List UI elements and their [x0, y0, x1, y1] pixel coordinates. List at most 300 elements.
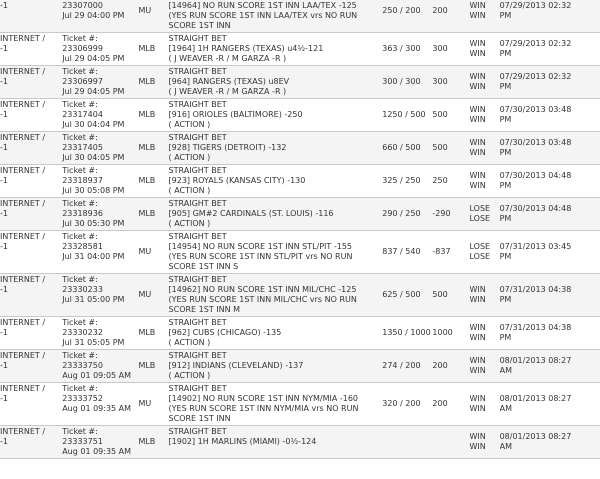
risk-win-amount: 1350 / 1000 — [382, 328, 431, 337]
result-amount: -290 — [432, 209, 451, 218]
bet-description-line: (YES RUN SCORE 1ST INN STL/PIT vrs NO RUN — [168, 252, 353, 261]
ticket-cell — [60, 165, 138, 198]
settled-date-line: 07/30/2013 04:48 — [499, 171, 572, 180]
settled-date-line: PM — [499, 82, 512, 91]
source-cell — [0, 426, 60, 459]
bet-description-line: ( ACTION ) — [168, 153, 211, 162]
ticket-line: Ticket #: — [62, 133, 98, 142]
ticket-line: Jul 31 04:00 PM — [62, 252, 125, 261]
source-line: INTERNET / — [0, 351, 46, 360]
settled-date-cell — [500, 99, 600, 132]
outcome-cell — [470, 350, 500, 383]
result-amount-cell — [432, 383, 469, 426]
settled-date-line: PM — [499, 181, 512, 190]
bet-description-line: (YES RUN SCORE 1ST INN NYM/MIA vrs NO RUN — [168, 404, 359, 413]
outcome-label: WIN — [469, 1, 486, 10]
risk-win-cell — [382, 99, 432, 132]
outcome-label: WIN — [469, 49, 486, 58]
bet-description-line: [923] ROYALS (KANSAS CITY) -130 — [168, 176, 306, 185]
ticket-line: Ticket #: — [62, 166, 98, 175]
table-row[interactable] — [0, 0, 600, 33]
risk-win-amount: 660 / 500 — [382, 143, 421, 152]
settled-date-line: 07/29/2013 02:32 — [499, 1, 572, 10]
ticket-line: 23318936 — [62, 209, 103, 218]
source-line: -1 — [0, 437, 8, 446]
description-cell — [169, 350, 383, 383]
settled-date-line: PM — [499, 115, 512, 124]
outcome-label: WIN — [469, 285, 486, 294]
source-line: -1 — [0, 44, 8, 53]
risk-win-amount: 290 / 250 — [382, 209, 421, 218]
ticket-line: 23306997 — [62, 77, 103, 86]
settled-date-line: 08/01/2013 08:27 — [499, 432, 572, 441]
source-line: -1 — [0, 242, 8, 251]
risk-win-cell — [382, 0, 432, 33]
bet-description-line: SCORE 1ST INN M — [168, 305, 241, 314]
bet-description-line: ( ACTION ) — [168, 219, 211, 228]
outcome-label: WIN — [469, 295, 486, 304]
outcome-cell — [470, 426, 500, 459]
settled-date-line: 07/29/2013 02:32 — [499, 39, 572, 48]
bet-description-line: SCORE 1ST INN — [168, 414, 231, 423]
settled-date-line: PM — [499, 252, 512, 261]
sport-cell — [138, 33, 168, 66]
source-cell — [0, 317, 60, 350]
ticket-line: 23317405 — [62, 143, 103, 152]
risk-win-cell — [382, 165, 432, 198]
table-row[interactable] — [0, 165, 600, 198]
bet-description-line: [14954] NO RUN SCORE 1ST INN STL/PIT -155 — [168, 242, 353, 251]
description-cell — [169, 198, 383, 231]
result-amount-cell — [432, 99, 469, 132]
bet-description-line: [1902] 1H MARLINS (MIAMI) -0½-124 — [168, 437, 317, 446]
outcome-label: LOSE — [469, 242, 491, 251]
ticket-line: Jul 30 05:08 PM — [62, 186, 125, 195]
source-cell — [0, 231, 60, 274]
ticket-cell — [60, 33, 138, 66]
description-cell — [169, 33, 383, 66]
source-line: -1 — [0, 285, 8, 294]
source-line: -1 — [0, 1, 8, 10]
table-row[interactable] — [0, 33, 600, 66]
sport-code: MLB — [138, 176, 156, 185]
outcome-label: WIN — [469, 105, 486, 114]
ticket-line: Jul 30 04:04 PM — [62, 120, 125, 129]
outcome-cell — [470, 198, 500, 231]
sport-code: MLB — [138, 437, 156, 446]
ticket-cell — [60, 231, 138, 274]
settled-date-cell — [500, 231, 600, 274]
bet-description-line: ( J WEAVER -R / M GARZA -R ) — [168, 87, 287, 96]
settled-date-cell — [500, 33, 600, 66]
outcome-label: LOSE — [469, 204, 491, 213]
table-row[interactable] — [0, 132, 600, 165]
outcome-label: WIN — [469, 72, 486, 81]
risk-win-amount: 1250 / 500 — [382, 110, 426, 119]
outcome-label: WIN — [469, 171, 486, 180]
source-line: INTERNET / — [0, 100, 46, 109]
outcome-cell — [470, 383, 500, 426]
outcome-label: WIN — [469, 82, 486, 91]
ticket-line: 23328581 — [62, 242, 103, 251]
settled-date-line: PM — [499, 148, 512, 157]
settled-date-cell — [500, 274, 600, 317]
ticket-line: Jul 29 04:00 PM — [62, 11, 125, 20]
bet-description-line: (YES RUN SCORE 1ST INN MIL/CHC vrs NO RUN — [168, 295, 357, 304]
description-cell — [169, 99, 383, 132]
settled-date-cell — [500, 383, 600, 426]
table-row[interactable] — [0, 66, 600, 99]
settled-date-cell — [500, 317, 600, 350]
source-cell — [0, 132, 60, 165]
sport-cell — [138, 426, 168, 459]
ticket-cell — [60, 383, 138, 426]
result-amount-cell — [432, 274, 469, 317]
outcome-cell — [470, 231, 500, 274]
ticket-line: Ticket #: — [62, 100, 98, 109]
sport-code: MU — [138, 399, 152, 408]
bet-description-line: STRAIGHT BET — [168, 384, 227, 393]
source-cell — [0, 165, 60, 198]
outcome-label: WIN — [469, 356, 486, 365]
sport-cell — [138, 198, 168, 231]
settled-date-cell — [500, 0, 600, 33]
ticket-cell — [60, 66, 138, 99]
bet-description-line: ( ACTION ) — [168, 338, 211, 347]
source-line: -1 — [0, 328, 8, 337]
risk-win-cell — [382, 383, 432, 426]
source-line: INTERNET / — [0, 34, 46, 43]
source-line: -1 — [0, 209, 8, 218]
result-amount: 250 — [432, 176, 448, 185]
result-amount-cell — [432, 66, 469, 99]
sport-cell — [138, 66, 168, 99]
risk-win-cell — [382, 274, 432, 317]
risk-win-amount: 320 / 200 — [382, 399, 421, 408]
ticket-line: 23330232 — [62, 328, 103, 337]
settled-date-line: 08/01/2013 08:27 — [499, 394, 572, 403]
settled-date-line: AM — [499, 366, 512, 375]
ticket-line: Ticket #: — [62, 318, 98, 327]
ticket-line: Jul 31 05:00 PM — [62, 295, 125, 304]
table-row[interactable] — [0, 317, 600, 350]
sport-code: MLB — [138, 143, 156, 152]
bet-description-line: [14902] NO RUN SCORE 1ST INN NYM/MIA -160 — [168, 394, 359, 403]
sport-cell — [138, 231, 168, 274]
settled-date-line: 07/31/2013 04:38 — [499, 323, 572, 332]
outcome-cell — [470, 66, 500, 99]
bet-description-line: [14964] NO RUN SCORE 1ST INN LAA/TEX -125 — [168, 1, 357, 10]
outcome-label: WIN — [469, 39, 486, 48]
settled-date-cell — [500, 198, 600, 231]
risk-win-amount: 274 / 200 — [382, 361, 421, 370]
result-amount: 200 — [432, 6, 448, 15]
ticket-cell — [60, 99, 138, 132]
source-cell — [0, 33, 60, 66]
bet-description-line: STRAIGHT BET — [168, 232, 227, 241]
source-cell — [0, 350, 60, 383]
bet-description-line: STRAIGHT BET — [168, 34, 227, 43]
sport-cell — [138, 350, 168, 383]
outcome-label: WIN — [469, 323, 486, 332]
result-amount-cell — [432, 198, 469, 231]
outcome-cell — [470, 0, 500, 33]
ticket-line: 23333752 — [62, 394, 103, 403]
ticket-line: Ticket #: — [62, 275, 98, 284]
source-line: -1 — [0, 143, 8, 152]
settled-date-line: PM — [499, 295, 512, 304]
settled-date-line: 07/31/2013 03:45 — [499, 242, 572, 251]
settled-date-line: 07/30/2013 03:48 — [499, 105, 572, 114]
outcome-label: WIN — [469, 432, 486, 441]
outcome-label: WIN — [469, 394, 486, 403]
outcome-cell — [470, 165, 500, 198]
bet-description-line: STRAIGHT BET — [168, 199, 227, 208]
result-amount: 500 — [432, 290, 448, 299]
ticket-line: Ticket #: — [62, 232, 98, 241]
ticket-line: Jul 29 04:05 PM — [62, 87, 125, 96]
outcome-cell — [470, 99, 500, 132]
settled-date-line: PM — [499, 333, 512, 342]
outcome-label: LOSE — [469, 214, 491, 223]
ticket-line: Ticket #: — [62, 67, 98, 76]
sport-cell — [138, 0, 168, 33]
bet-description-line: [964] RANGERS (TEXAS) u8EV — [168, 77, 290, 86]
ticket-line: 23333750 — [62, 361, 103, 370]
table-row[interactable] — [0, 383, 600, 426]
bet-description-line: SCORE 1ST INN S — [168, 262, 239, 271]
sport-code: MLB — [138, 328, 156, 337]
bet-description-line: STRAIGHT BET — [168, 318, 227, 327]
source-cell — [0, 383, 60, 426]
bet-description-line: (YES RUN SCORE 1ST INN LAA/TEX vrs NO RUN — [168, 11, 358, 20]
bet-description-line: STRAIGHT BET — [168, 100, 227, 109]
outcome-label: WIN — [469, 442, 486, 451]
source-line: INTERNET / — [0, 67, 46, 76]
result-amount-cell — [432, 165, 469, 198]
result-amount: 300 — [432, 44, 448, 53]
source-cell — [0, 99, 60, 132]
ticket-line: Ticket #: — [62, 199, 98, 208]
outcome-label: WIN — [469, 404, 486, 413]
sport-cell — [138, 99, 168, 132]
sport-cell — [138, 132, 168, 165]
ticket-line: Jul 29 04:05 PM — [62, 54, 125, 63]
risk-win-amount: 625 / 500 — [382, 290, 421, 299]
ticket-line: Ticket #: — [62, 351, 98, 360]
ticket-line: 23330233 — [62, 285, 103, 294]
settled-date-cell — [500, 66, 600, 99]
bet-description-line: [14962] NO RUN SCORE 1ST INN MIL/CHC -125 — [168, 285, 357, 294]
ticket-line: Aug 01 09:05 AM — [62, 371, 132, 380]
description-cell — [169, 317, 383, 350]
sport-code: MLB — [138, 209, 156, 218]
bet-description-line: STRAIGHT BET — [168, 133, 227, 142]
source-line: -1 — [0, 361, 8, 370]
source-line: -1 — [0, 77, 8, 86]
bet-description-line: ( ACTION ) — [168, 120, 211, 129]
table-row[interactable] — [0, 231, 600, 274]
ticket-cell — [60, 426, 138, 459]
table-row[interactable] — [0, 198, 600, 231]
ticket-cell — [60, 198, 138, 231]
ticket-line: Ticket #: — [62, 427, 98, 436]
settled-date-line: PM — [499, 11, 512, 20]
settled-date-cell — [500, 426, 600, 459]
result-amount-cell — [432, 317, 469, 350]
risk-win-cell — [382, 426, 432, 459]
result-amount: 1000 — [432, 328, 453, 337]
result-amount: 500 — [432, 143, 448, 152]
sport-cell — [138, 165, 168, 198]
source-line: INTERNET / — [0, 232, 46, 241]
settled-date-line: 07/30/2013 04:48 — [499, 204, 572, 213]
source-cell — [0, 0, 60, 33]
bet-description-line: STRAIGHT BET — [168, 166, 227, 175]
description-cell — [169, 426, 383, 459]
outcome-label: WIN — [469, 148, 486, 157]
settled-date-line: 08/01/2013 08:27 — [499, 356, 572, 365]
settled-date-cell — [500, 165, 600, 198]
outcome-cell — [470, 317, 500, 350]
settled-date-line: PM — [499, 49, 512, 58]
sport-code: MU — [138, 247, 152, 256]
bet-description-line: ( ACTION ) — [168, 186, 211, 195]
source-cell — [0, 198, 60, 231]
source-line: INTERNET / — [0, 133, 46, 142]
result-amount: 500 — [432, 110, 448, 119]
risk-win-cell — [382, 231, 432, 274]
bet-description-line: [912] INDIANS (CLEVELAND) -137 — [168, 361, 304, 370]
outcome-label: WIN — [469, 115, 486, 124]
source-line: INTERNET / — [0, 318, 46, 327]
ticket-line: 23317404 — [62, 110, 103, 119]
ticket-line: 23306999 — [62, 44, 103, 53]
bet-description-line: [928] TIGERS (DETROIT) -132 — [168, 143, 287, 152]
sport-code: MLB — [138, 44, 156, 53]
ticket-line: Jul 31 05:05 PM — [62, 338, 125, 347]
settled-date-cell — [500, 132, 600, 165]
bet-description-line: SCORE 1ST INN — [168, 21, 231, 30]
sport-cell — [138, 274, 168, 317]
sport-code: MLB — [138, 110, 156, 119]
risk-win-cell — [382, 198, 432, 231]
source-line: INTERNET / — [0, 384, 46, 393]
settled-date-line: AM — [499, 442, 512, 451]
risk-win-amount: 325 / 250 — [382, 176, 421, 185]
description-cell — [169, 132, 383, 165]
result-amount: 200 — [432, 361, 448, 370]
result-amount: -837 — [432, 247, 451, 256]
table-row[interactable] — [0, 426, 600, 459]
description-cell — [169, 231, 383, 274]
table-row[interactable] — [0, 350, 600, 383]
risk-win-amount: 363 / 300 — [382, 44, 421, 53]
description-cell — [169, 66, 383, 99]
outcome-label: WIN — [469, 333, 486, 342]
result-amount-cell — [432, 231, 469, 274]
settled-date-line: AM — [499, 404, 512, 413]
result-amount-cell — [432, 350, 469, 383]
ticket-line: Aug 01 09:35 AM — [62, 404, 132, 413]
description-cell — [169, 0, 383, 33]
bet-description-line: STRAIGHT BET — [168, 275, 227, 284]
ticket-line: 23307000 — [62, 1, 103, 10]
ticket-cell — [60, 274, 138, 317]
outcome-cell — [470, 274, 500, 317]
bet-description-line: STRAIGHT BET — [168, 351, 227, 360]
description-cell — [169, 274, 383, 317]
result-amount-cell — [432, 0, 469, 33]
ticket-line: 23333751 — [62, 437, 103, 446]
ticket-cell — [60, 350, 138, 383]
source-cell — [0, 66, 60, 99]
risk-win-cell — [382, 350, 432, 383]
source-line: INTERNET / — [0, 199, 46, 208]
ticket-cell — [60, 132, 138, 165]
description-cell — [169, 383, 383, 426]
bet-description-line: [916] ORIOLES (BALTIMORE) -250 — [168, 110, 303, 119]
ticket-line: Ticket #: — [62, 384, 98, 393]
risk-win-cell — [382, 317, 432, 350]
sport-code: MLB — [138, 77, 156, 86]
risk-win-amount: 837 / 540 — [382, 247, 421, 256]
ticket-line: Jul 30 04:05 PM — [62, 153, 125, 162]
table-row[interactable] — [0, 99, 600, 132]
risk-win-cell — [382, 132, 432, 165]
outcome-label: LOSE — [469, 252, 491, 261]
outcome-cell — [470, 132, 500, 165]
risk-win-amount: 300 / 300 — [382, 77, 421, 86]
sport-code: MU — [138, 6, 152, 15]
sport-code: MLB — [138, 361, 156, 370]
settled-date-line: 07/30/2013 03:48 — [499, 138, 572, 147]
outcome-label: WIN — [469, 366, 486, 375]
ticket-line: Aug 01 09:35 AM — [62, 447, 132, 456]
bet-description-line: [1964] 1H RANGERS (TEXAS) u4½-121 — [168, 44, 324, 53]
result-amount-cell — [432, 426, 469, 459]
outcome-label: WIN — [469, 138, 486, 147]
outcome-label: WIN — [469, 11, 486, 20]
table-row[interactable] — [0, 274, 600, 317]
bet-description-line: ( ACTION ) — [168, 371, 211, 380]
bet-description-line: ( J WEAVER -R / M GARZA -R ) — [168, 54, 287, 63]
source-line: -1 — [0, 110, 8, 119]
bet-description-line: STRAIGHT BET — [168, 67, 227, 76]
outcome-cell — [470, 33, 500, 66]
ticket-line: Jul 30 05:30 PM — [62, 219, 125, 228]
risk-win-amount: 250 / 200 — [382, 6, 421, 15]
ticket-cell — [60, 317, 138, 350]
risk-win-cell — [382, 33, 432, 66]
ticket-line: Ticket #: — [62, 34, 98, 43]
settled-date-line: 07/29/2013 02:32 — [499, 72, 572, 81]
settled-date-line: 07/31/2013 04:38 — [499, 285, 572, 294]
bet-description-line: [962] CUBS (CHICAGO) -135 — [168, 328, 282, 337]
risk-win-cell — [382, 66, 432, 99]
description-cell — [169, 165, 383, 198]
settled-date-line: PM — [499, 214, 512, 223]
source-line: INTERNET / — [0, 275, 46, 284]
bet-description-line: STRAIGHT BET — [168, 427, 227, 436]
sport-cell — [138, 317, 168, 350]
source-line: INTERNET / — [0, 166, 46, 175]
ticket-cell — [60, 0, 138, 33]
settled-date-cell — [500, 350, 600, 383]
ticket-line: 23318937 — [62, 176, 103, 185]
bet-description-line: [905] GM#2 CARDINALS (ST. LOUIS) -116 — [168, 209, 334, 218]
sport-cell — [138, 383, 168, 426]
